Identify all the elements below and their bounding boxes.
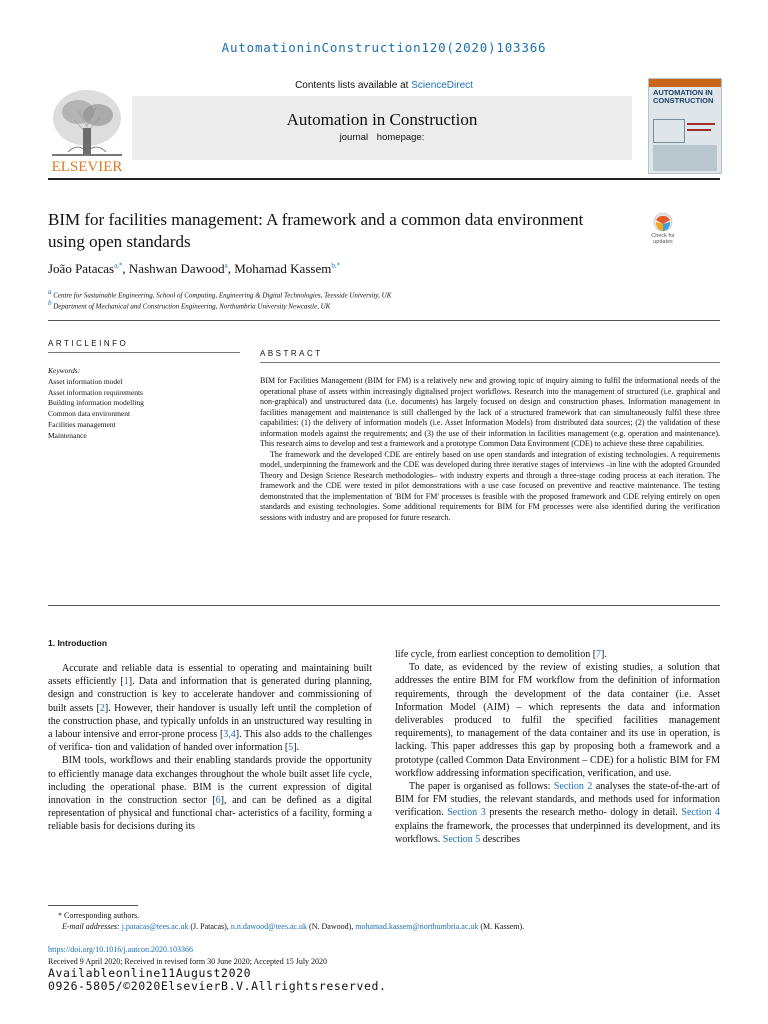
body-paragraph: BIM tools, workflows and their enabling standards provide the opportunity to efficiently manage data exchanges throughout the whole built asset life cycle, including the operational phase. BIM is the current expression of digital innovation in the construction sector [6], and can be defined as a digital representation of physical and functional char- acteristics of a facility, forming a reliable basis for decisions during its xyxy=(48,755,372,833)
keyword: Maintenance xyxy=(48,430,87,440)
contents-line: Contents lists available at ScienceDirect xyxy=(295,80,473,91)
author-affil-mark: b,* xyxy=(331,261,341,270)
journal-cover-thumbnail[interactable] xyxy=(648,78,722,174)
journal-masthead xyxy=(48,76,720,172)
keyword: Asset information requirements xyxy=(48,387,143,397)
journal-title: Automation in Construction xyxy=(286,110,478,129)
abstract-rule xyxy=(260,362,720,363)
keywords-label: Keywords: xyxy=(48,366,81,375)
header-rule xyxy=(48,320,720,321)
article-info-rule xyxy=(48,352,240,353)
section-heading: 1. Introduction xyxy=(48,638,108,648)
abstract-paragraph: BIM for Facilities Management (BIM for FM) is a relatively new and growing topic of inquiry aiming to fulfil the informational needs of the operational phase of assets within increasingly digitalised project workflows. Research into the management of structured (i.e. graphical and non-graphical) and unstructured data (i.e. documents) has largely focused on design and construction phases. Information management in facilities management and maintenance is still challenged by the lack of a structured framework that can simultaneously fulfil these three capabilities: (1) the delivery of information models (i.e. Asset Information Models) from distributed data sources; (2) the validation of these information models against the requirements; and (3) the use of their information in facilities management (e.g. operation and maintenance). This research aims to develop and test a framework and a prototype Common Data Environment (CDE) to achieve these three capabilities. xyxy=(260,376,720,448)
journal-homepage[interactable]: journal homepage: xyxy=(339,132,425,143)
running-head[interactable]: AutomationinConstruction120(2020)103366 xyxy=(221,40,547,55)
body-paragraph: The paper is organised as follows: Section 2 analyses the state-of-the-art of BIM for FM studies, the relevant standards, and methods used for information verification. Section 3 presents the research metho- dology in detail. Section 4 explains the framework, the processes that underpinned its development, and its workflows. Section 5 describes xyxy=(395,781,720,845)
abstract-paragraph: The framework and the developed CDE are entirely based on use open standards and integration of existing technologies. A requirements model, underpinning the framework and the CDE was developed during three iterative stages of interviews –in line with the adopted Grounded Theory and Design Science Research methodologies– with industry experts and through a three-stage coding process at each iteration. The framework and the CDE were tested in pilot demonstrations with a use case focused on preventive and reactive maintenance. The testing demonstrated that the implementation of 'BIM for FM' processes is feasible with the proposed framework and CDE relying entirely on open standards and existing technologies. Some additional requirements for BIM for FM processes were also identified during the verification sessions with industry and are proposed for future research. xyxy=(260,449,720,522)
sciencedirect-link[interactable]: ScienceDirect xyxy=(411,80,473,91)
email-link[interactable]: j.patacas@tees.ac.uk xyxy=(121,922,189,931)
body-paragraph: life cycle, from earliest conception to demolition [7]. xyxy=(395,649,607,660)
elsevier-wordmark: ELSEVIER xyxy=(51,159,123,174)
doi-link[interactable]: https://doi.org/10.1016/j.autcon.2020.103366 xyxy=(48,945,193,954)
elsevier-logo-icon xyxy=(48,82,126,174)
author-affil-mark: a,* xyxy=(114,261,123,270)
keyword: Common data environment xyxy=(48,409,131,419)
author-name: João Patacas xyxy=(48,261,115,276)
author-name: Mohamad Kassem xyxy=(234,261,332,276)
corresponding-note: * Corresponding authors. xyxy=(58,911,140,920)
keyword: Building information modelling xyxy=(48,398,144,408)
author-affil-mark: a xyxy=(224,261,228,270)
footnotes: * Corresponding authors. E-mail addresses: j.patacas@tees.ac.uk (J. Patacas), n.n.dawood@tees.ac.uk (N. Dawood), mohamad.kassem@northumbria.ac.uk (M. Kassem). xyxy=(48,910,720,932)
affiliation: $^b$ Department of Mechanical and Construction Engineering, Northumbria University Newcastle, UK xyxy=(48,299,331,311)
keywords-block xyxy=(48,366,228,442)
citation-link[interactable]: 3,4 xyxy=(223,729,236,741)
body-paragraph: Accurate and reliable data is essential to operating and maintaining built assets efficiently [1]. Data and information that is generated during planning, design and construction is key to accelerate handover and commissioning of built assets [2]. However, their handover is usually left until the completion of the construction phase, and typically unfolds in an unstructured way resulting in a labour intensive and error-prone process [3,4]. This also adds to the challenges of verifica- tion and validation of handed over information [5]. xyxy=(48,663,372,754)
citation-link[interactable]: 5 xyxy=(288,742,294,754)
abstract-heading: ABSTRACT xyxy=(260,349,323,358)
abstract-end-rule xyxy=(48,605,720,606)
crossmark-label: Check for updates xyxy=(651,233,675,245)
article-metadata xyxy=(48,944,387,993)
author-list: João Patacas$^{a,*}$, Nashwan Dawood$^a$, Mohamad Kassem$^{b,*}$ xyxy=(48,261,341,276)
author-name: Nashwan Dawood xyxy=(128,261,225,276)
received-dates: Received 9 April 2020; Received in revised form 30 June 2020; Accepted 15 July 2020 xyxy=(48,956,328,966)
keyword: Asset information model xyxy=(48,376,123,386)
footnote-rule xyxy=(48,905,138,906)
citation-link[interactable]: 6 xyxy=(215,795,221,807)
section-link[interactable]: Section 4 xyxy=(681,807,720,819)
keyword: Facilities management xyxy=(48,419,116,429)
body-column-right xyxy=(395,648,720,846)
citation-link[interactable]: 1 xyxy=(123,676,129,688)
cover-title: AUTOMATION IN CONSTRUCTION xyxy=(653,88,714,105)
email-link[interactable]: n.n.dawood@tees.ac.uk xyxy=(230,922,308,931)
section-link[interactable]: Section 2 xyxy=(553,781,593,793)
section-link[interactable]: Section 5 xyxy=(442,833,481,845)
article-info-heading: ARTICLEINFO xyxy=(48,339,129,348)
affiliation: $^a$ Centre for Sustainable Engineering, School of Computing, Engineering & Digital Technologies, Teesside University, UK xyxy=(48,288,392,300)
crossmark-badge[interactable] xyxy=(642,210,684,248)
masthead-rule xyxy=(48,178,720,180)
body-paragraph: To date, as evidenced by the review of existing studies, a solution that addresses the entire BIM for FM workflow from the definition of information requirements, through the development of the data container (i.e. Asset Information Model (AIM) – which represents the data and information deliverables produced to fulfil the specified facilities management requirements), to management of the data container and its use in operation, is lacking. This paper addresses this gap by proposing both a framework and a prototype (called Common Data Environment – CDE) for a holistic BIM for FM workflow addressing information specification, verification, and use. xyxy=(395,662,720,779)
paper-title: BIM for facilities management: A framework and a common data environment using open standards xyxy=(48,210,584,251)
copyright-line: 0926-5805/©2020ElsevierB.V.Allrightsreserved. xyxy=(48,979,387,993)
citation-link[interactable]: 2 xyxy=(99,702,105,714)
email-label: E-mail addresses: xyxy=(62,922,120,931)
email-link[interactable]: mohamad.kassem@northumbria.ac.uk xyxy=(355,922,479,931)
section-link[interactable]: Section 3 xyxy=(447,807,486,819)
available-online: Availableonline11August2020 xyxy=(48,966,252,980)
citation-link[interactable]: 7 xyxy=(596,649,602,660)
abstract-text xyxy=(260,376,720,523)
body-column-left xyxy=(48,662,372,834)
